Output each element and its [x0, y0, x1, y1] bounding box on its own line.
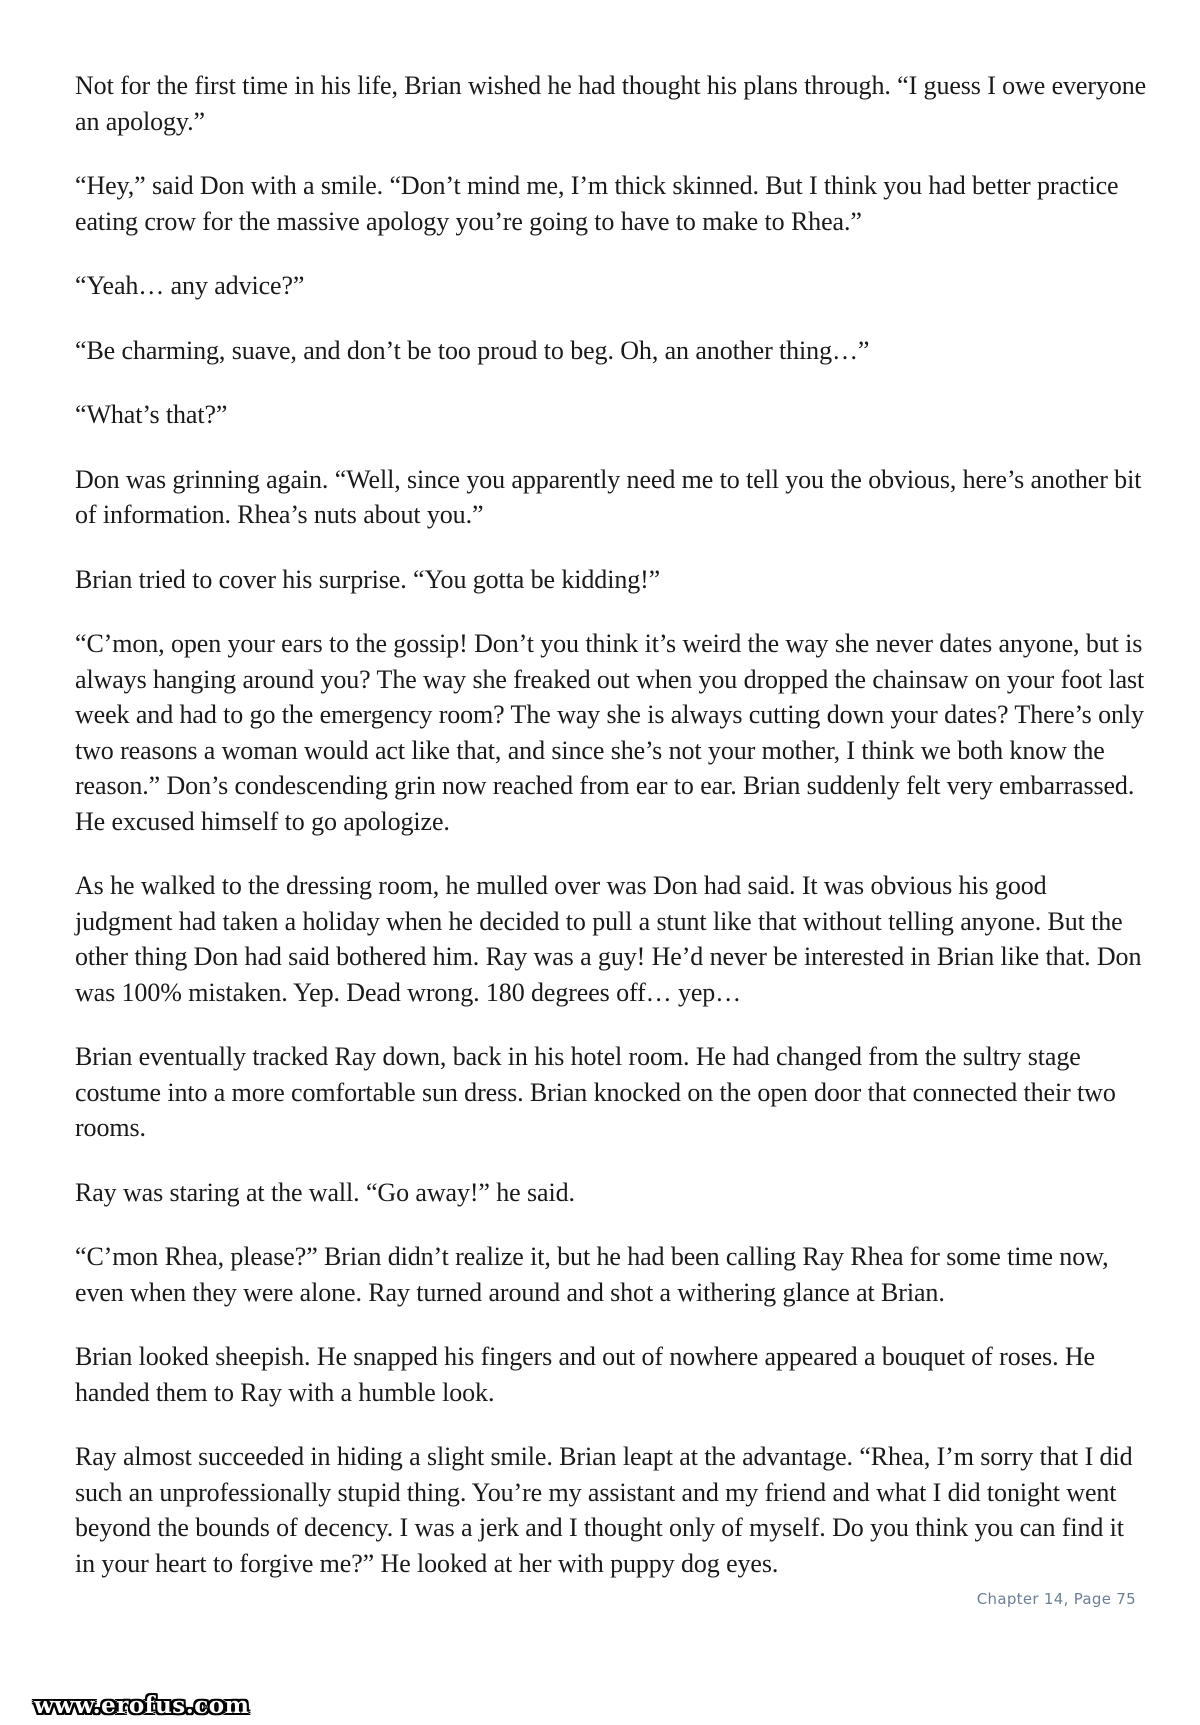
watermark: www.erofus.com	[34, 1692, 250, 1719]
page-number-footer: Chapter 14, Page 75	[976, 1590, 1136, 1608]
paragraph-11: Ray was staring at the wall. “Go away!” he said.	[75, 1177, 575, 1207]
paragraph-14: Ray almost succeeded in hiding a slight smile. Brian leapt at the advantage. “Rhea, I’m sorry that I did such an unprofessionally stupid thing. You’re my assistant and my friend and what I did tonight went beyond the bounds of decency. I was a jerk and I thought only of myself. Do you think you can find it in your heart to forgive me?” He looked at her with puppy dog eyes.	[75, 1442, 1133, 1578]
paragraph-10: Brian eventually tracked Ray down, back in his hotel room. He had changed from the sultry stage costume into a more comfortable sun dress. Brian knocked on the open door that connected their two rooms.	[75, 1042, 1116, 1142]
paragraph-5: “What’s that?”	[75, 400, 228, 429]
paragraph-1: Not for the first time in his life, Brian wished he had thought his plans through. “I guess I owe everyone an apology.”	[75, 71, 1147, 136]
paragraph-8: “C’mon, open your ears to the gossip! Don’t you think it’s weird the way she never dates anyone, but is always hanging around you? The way she freaked out when you dropped the chainsaw on your foot last week and had to go the emergency room? The way she is always cutting down your dates? There’s only two reasons a woman would act like that, and since she’s not your mother, I think we both know the reason.” Don’s condescending grin now reached from ear to ear. Brian suddenly felt very embarrassed. He excused himself to go apologize.	[75, 629, 1145, 836]
page-body	[75, 68, 1150, 1610]
paragraph-4: “Be charming, suave, and don’t be too proud to beg. Oh, an another thing…”	[75, 335, 870, 365]
paragraph-2: “Hey,” said Don with a smile. “Don’t mind me, I’m thick skinned. But I think you had better practice eating crow for the massive apology you’re going to have to make to Rhea.”	[75, 171, 1119, 236]
paragraph-9: As he walked to the dressing room, he mulled over was Don had said. It was obvious his good judgment had taken a holiday when he decided to pull a stunt like that without telling anyone. But the other thing Don had said bothered him. Ray was a guy! He’d never be interested in Brian like that. Don was 100% mistaken. Yep. Dead wrong. 180 degrees off… yep…	[75, 871, 1142, 1007]
paragraph-12: “C’mon Rhea, please?” Brian didn’t realize it, but he had been calling Ray Rhea for some time now, even when they were alone. Ray turned around and shot a withering glance at Brian.	[75, 1242, 1109, 1307]
paragraph-6: Don was grinning again. “Well, since you apparently need me to tell you the obvious, here’s another bit of information. Rhea’s nuts about you.”	[75, 464, 1142, 529]
paragraph-7: Brian tried to cover his surprise. “You gotta be kidding!”	[75, 564, 661, 594]
paragraph-13: Brian looked sheepish. He snapped his fingers and out of nowhere appeared a bouquet of roses. He handed them to Ray with a humble look.	[75, 1342, 1095, 1407]
paragraph-3: “Yeah… any advice?”	[75, 271, 305, 300]
